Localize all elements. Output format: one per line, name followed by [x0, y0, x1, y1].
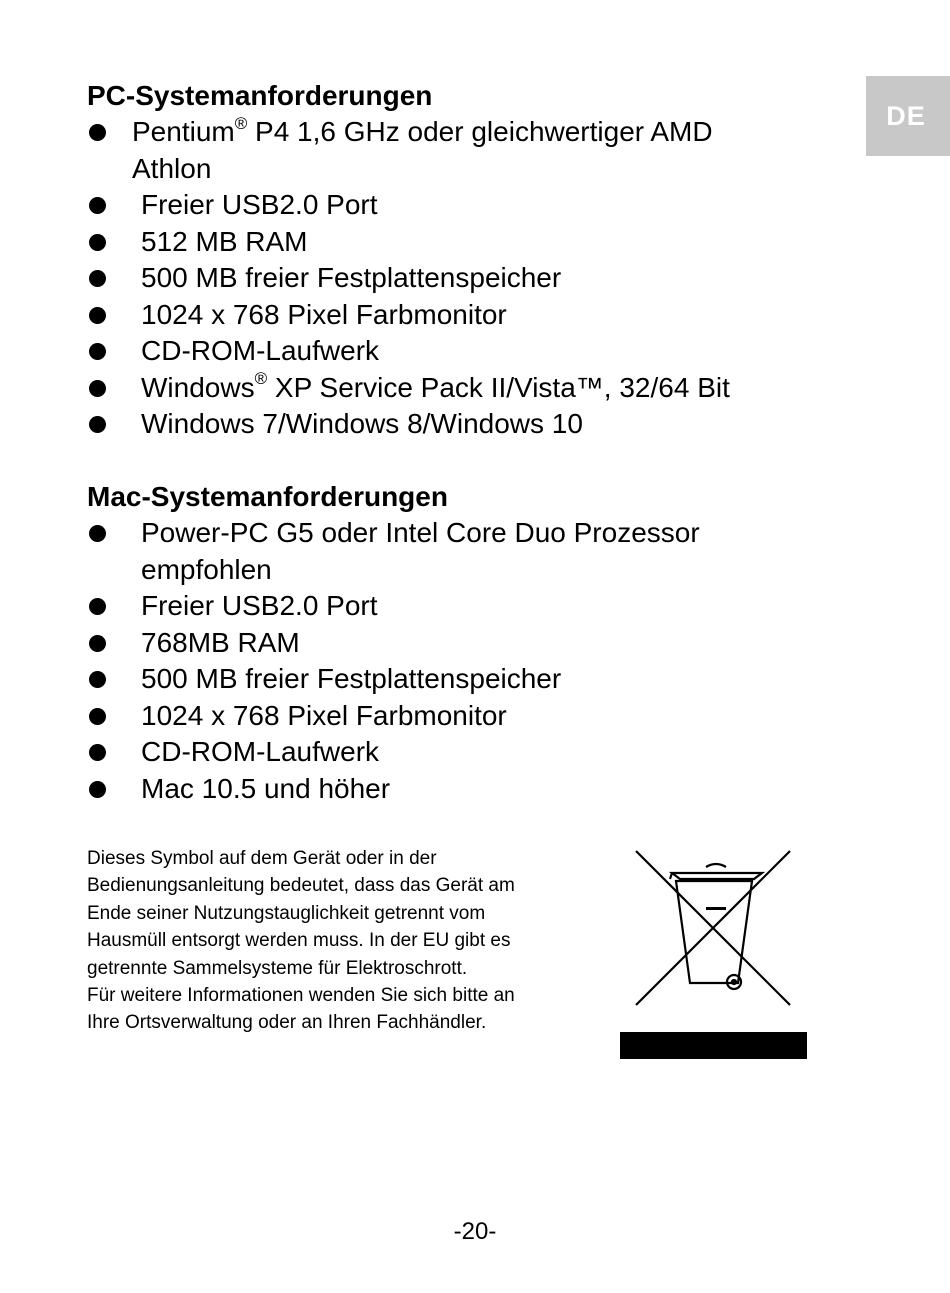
list-item: 500 MB freier Festplattenspeicher: [87, 661, 827, 698]
pc-requirements-heading: PC-Systemanforderungen: [87, 80, 433, 111]
list-item: Windows 7/Windows 8/Windows 10: [87, 406, 827, 443]
list-item: Mac 10.5 und höher: [87, 771, 827, 808]
list-item: 1024 x 768 Pixel Farbmonitor: [87, 698, 827, 735]
mac-requirements-list: [87, 515, 827, 807]
list-item: Power-PC G5 oder Intel Core Duo Prozessor empfohlen: [87, 515, 827, 588]
list-item: CD-ROM-Laufwerk: [87, 333, 827, 370]
list-item: 500 MB freier Festplattenspeicher: [87, 260, 827, 297]
list-item: CD-ROM-Laufwerk: [87, 734, 827, 771]
list-item: 512 MB RAM: [87, 224, 827, 261]
list-item: 768MB RAM: [87, 625, 827, 662]
weee-disposal-note: Dieses Symbol auf dem Gerät oder in der Bedienungsanleitung bedeutet, dass das Gerät am Ende seiner Nutzungstauglichkeit getrennt vom Hausmüll entsorgt werden muss. In der EU gibt es getrennte Sammelsysteme für Elektroschrott. Für weitere Informationen wenden Sie sich bitte an Ihre Ortsverwaltung oder an Ihren Fachhändler.: [87, 848, 515, 1034]
list-item: 1024 x 768 Pixel Farbmonitor: [87, 297, 827, 334]
mac-requirements-section: [87, 479, 827, 807]
list-item: Windows® XP Service Pack II/Vista™, 32/64 Bit: [87, 370, 827, 407]
list-item: Freier USB2.0 Port: [87, 588, 827, 625]
list-item: Pentium® P4 1,6 GHz oder gleichwertiger AMD Athlon: [87, 114, 827, 187]
language-tab: DE: [866, 76, 950, 156]
pc-requirements-section: [87, 78, 827, 443]
page-number: -20-: [453, 1218, 497, 1245]
crossed-out-wheelie-bin-icon: [620, 845, 807, 1060]
mac-requirements-heading: Mac-Systemanforderungen: [87, 481, 448, 512]
list-item: Freier USB2.0 Port: [87, 187, 827, 224]
pc-requirements-list: [87, 114, 827, 443]
